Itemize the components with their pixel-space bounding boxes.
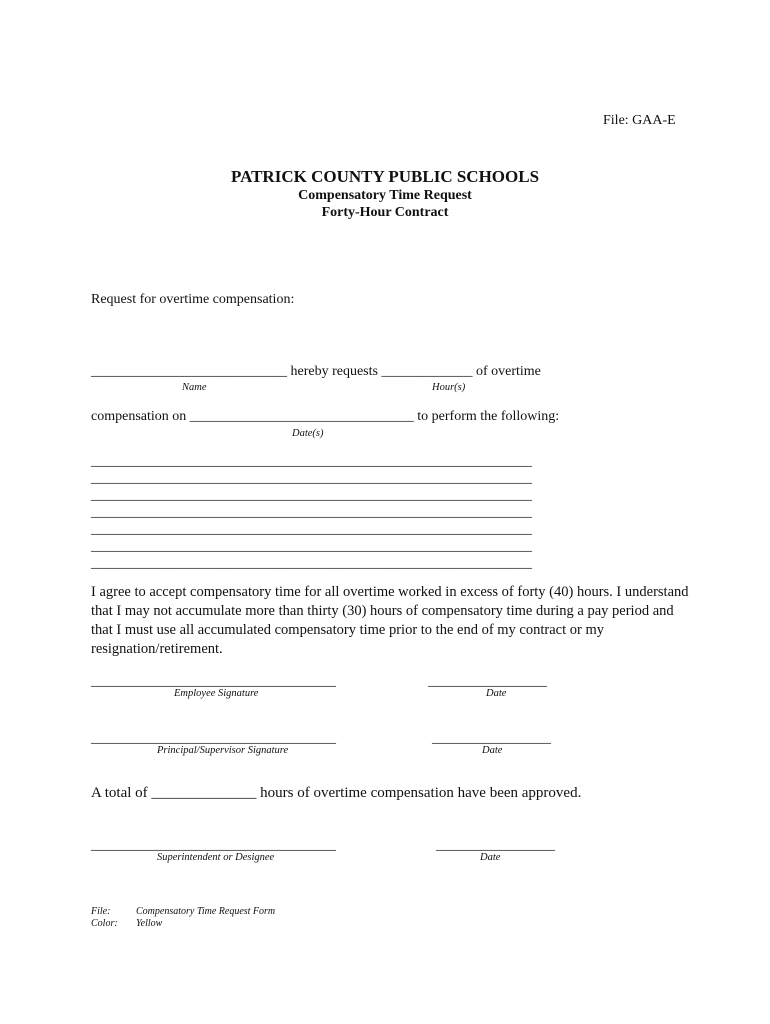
work-line[interactable]: _______________________________________________________________ bbox=[91, 488, 532, 503]
work-line[interactable]: _______________________________________________________________ bbox=[91, 556, 532, 571]
work-line[interactable]: _______________________________________________________________ bbox=[91, 454, 532, 469]
dates-caption: Date(s) bbox=[292, 428, 324, 439]
request-line-1 bbox=[91, 364, 541, 380]
footer-color-value: Yellow bbox=[136, 918, 163, 929]
file-reference: File: GAA-E bbox=[603, 113, 676, 128]
request-label: Request for overtime compensation: bbox=[91, 292, 295, 307]
work-line[interactable]: _______________________________________________________________ bbox=[91, 471, 532, 486]
perform-following-text: to perform the following: bbox=[413, 409, 560, 424]
approved-text: hours of overtime compensation have been approved. bbox=[256, 785, 582, 801]
footer-color-label: Color: bbox=[91, 918, 118, 929]
principal-date-field[interactable]: _________________ bbox=[432, 731, 551, 746]
compensation-on-text: compensation on bbox=[91, 409, 190, 424]
superintendent-signature-caption: Superintendent or Designee bbox=[157, 852, 275, 863]
work-line[interactable]: _______________________________________________________________ bbox=[91, 505, 532, 520]
principal-signature-caption: Principal/Supervisor Signature bbox=[157, 745, 289, 756]
employee-date-field[interactable]: _________________ bbox=[428, 674, 547, 689]
document-title: PATRICK COUNTY PUBLIC SCHOOLS bbox=[230, 167, 540, 186]
request-line-2 bbox=[91, 409, 559, 425]
document-subtitle-contract: Forty-Hour Contract bbox=[321, 205, 449, 220]
name-field[interactable]: ____________________________ bbox=[91, 364, 287, 379]
employee-date-caption: Date bbox=[486, 688, 507, 699]
of-overtime-text: of overtime bbox=[472, 364, 541, 379]
dates-field[interactable]: ________________________________ bbox=[189, 409, 414, 424]
principal-signature-field[interactable]: ___________________________________ bbox=[91, 731, 336, 746]
superintendent-date-field[interactable]: _________________ bbox=[436, 838, 555, 853]
employee-signature-caption: Employee Signature bbox=[174, 688, 259, 699]
footer-file-value: Compensatory Time Request Form bbox=[136, 906, 276, 917]
footer-file-label: File: bbox=[91, 906, 111, 917]
document-subtitle: Compensatory Time Request bbox=[298, 188, 472, 203]
hours-caption: Hour(s) bbox=[432, 382, 466, 393]
hours-field[interactable]: _____________ bbox=[381, 364, 473, 379]
approval-line bbox=[91, 785, 581, 802]
employee-signature-field[interactable]: ___________________________________ bbox=[91, 674, 336, 689]
total-of-text: A total of bbox=[91, 785, 152, 801]
agreement-paragraph: I agree to accept compensatory time for all overtime worked in excess of forty (40) hours. I understand that I may not accumulate more than thirty (30) hours of compensatory time during a pay period and that I must use all accumulated compensatory time prior to the end of my contract or my resignation/retirement. bbox=[91, 584, 689, 657]
approved-hours-field[interactable]: ______________ bbox=[151, 785, 257, 801]
superintendent-date-caption: Date bbox=[480, 852, 501, 863]
name-caption: Name bbox=[182, 382, 207, 393]
work-line[interactable]: _______________________________________________________________ bbox=[91, 522, 532, 537]
hereby-requests-text: hereby requests bbox=[287, 364, 382, 379]
superintendent-signature-field[interactable]: ___________________________________ bbox=[91, 838, 336, 853]
work-line[interactable]: _______________________________________________________________ bbox=[91, 539, 532, 554]
principal-date-caption: Date bbox=[482, 745, 503, 756]
